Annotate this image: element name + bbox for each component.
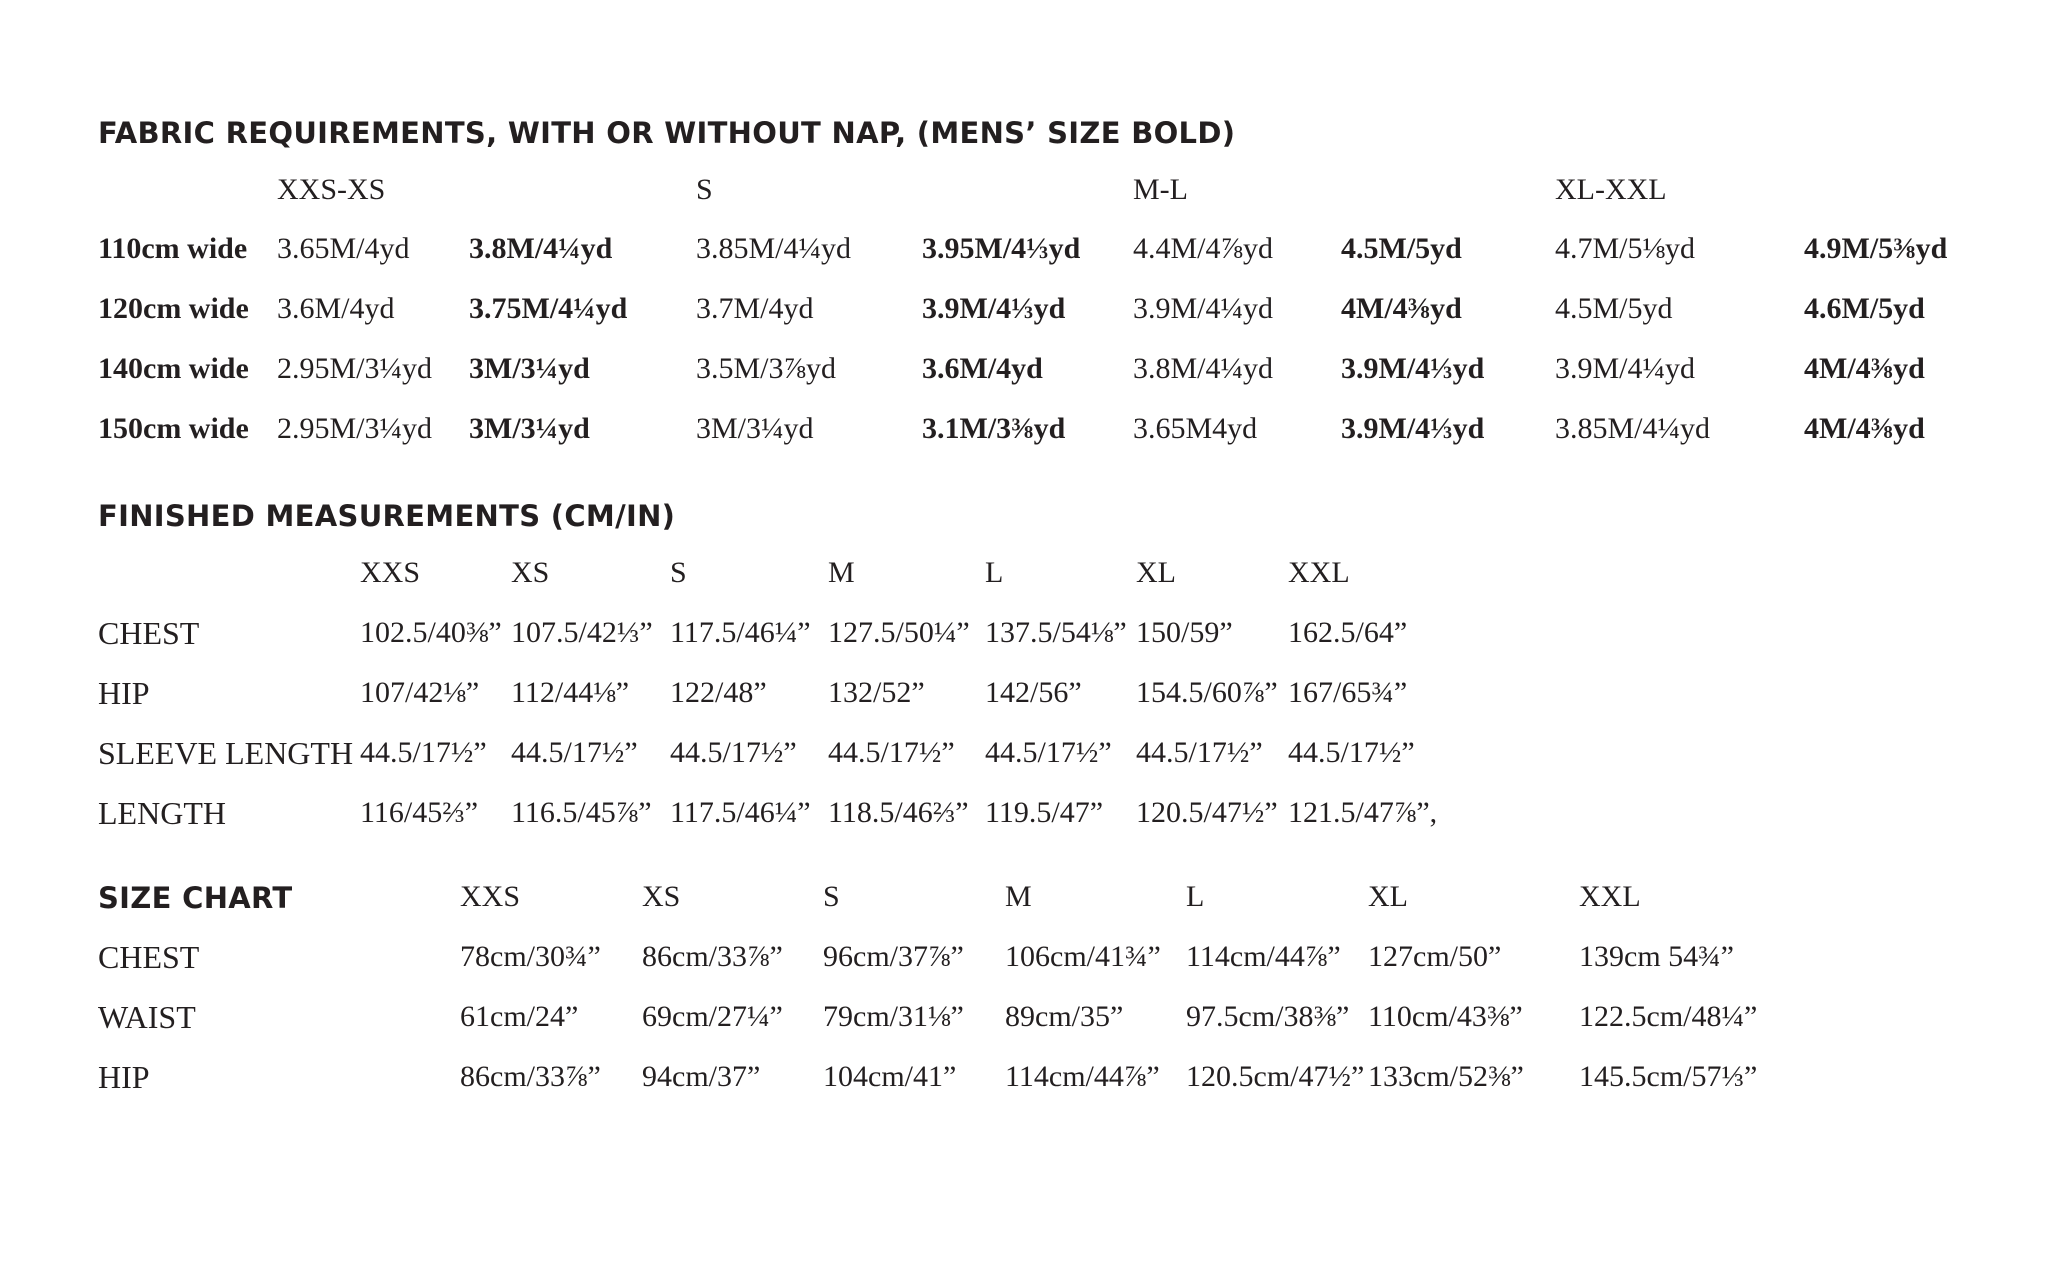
finished-value: 44.5/17½” xyxy=(511,736,638,769)
finished-value: 142/56” xyxy=(985,676,1082,709)
fabric-womens-value: 3.85M/4¼yd xyxy=(696,232,852,265)
finished-size-header: XXL xyxy=(1288,556,1350,589)
fabric-womens-value: 3.9M/4¼yd xyxy=(1133,292,1274,325)
fabric-mens-value: 3.9M/4⅓yd xyxy=(1341,352,1485,385)
finished-value: 167/65¾” xyxy=(1288,676,1408,709)
fabric-size-group-header: S xyxy=(696,173,713,206)
fabric-mens-value: 4M/4⅜yd xyxy=(1804,412,1925,445)
fabric-womens-value: 2.95M/3¼yd xyxy=(277,412,433,445)
finished-value: 44.5/17½” xyxy=(1288,736,1415,769)
finished-size-header: L xyxy=(985,556,1004,589)
fabric-womens-value: 3.9M/4¼yd xyxy=(1555,352,1696,385)
finished-value: 118.5/46⅔” xyxy=(828,796,969,829)
finished-size-header: XXS xyxy=(360,556,421,589)
finished-value: 154.5/60⅞” xyxy=(1136,676,1278,709)
size-chart-value: 86cm/33⅞” xyxy=(460,1060,601,1093)
fabric-womens-value: 4.4M/4⅞yd xyxy=(1133,232,1274,265)
fabric-mens-value: 4M/4⅜yd xyxy=(1804,352,1925,385)
finished-value: 137.5/54⅛” xyxy=(985,616,1127,649)
size-chart-size-header: XS xyxy=(642,880,681,913)
fabric-size-group-header: XXS-XS xyxy=(277,173,386,206)
size-chart-heading: SIZE CHART xyxy=(98,881,293,915)
fabric-womens-value: 3.85M/4¼yd xyxy=(1555,412,1711,445)
size-chart-size-header: XXL xyxy=(1579,880,1641,913)
fabric-mens-value: 3.95M/4⅓yd xyxy=(922,232,1081,265)
size-chart-value: 114cm/44⅞” xyxy=(1005,1060,1160,1093)
size-chart-value: 133cm/52⅜” xyxy=(1368,1060,1524,1093)
fabric-womens-value: 3.65M4yd xyxy=(1133,412,1258,445)
size-chart-value: 114cm/44⅞” xyxy=(1186,940,1341,973)
finished-row-label: CHEST xyxy=(98,615,200,651)
fabric-mens-value: 3.9M/4⅓yd xyxy=(1341,412,1485,445)
fabric-mens-value: 3.75M/4¼yd xyxy=(469,292,628,325)
fabric-mens-value: 4.5M/5yd xyxy=(1341,232,1462,265)
fabric-womens-value: 3.7M/4yd xyxy=(696,292,814,325)
fabric-mens-value: 4M/4⅜yd xyxy=(1341,292,1462,325)
fabric-mens-value: 3.6M/4yd xyxy=(922,352,1043,385)
size-chart-value: 78cm/30¾” xyxy=(460,940,601,973)
size-chart-value: 89cm/35” xyxy=(1005,1000,1124,1033)
finished-value: 121.5/47⅞”, xyxy=(1288,796,1438,829)
fabric-mens-value: 3.9M/4⅓yd xyxy=(922,292,1066,325)
finished-value: 44.5/17½” xyxy=(828,736,955,769)
fabric-mens-value: 3M/3¼yd xyxy=(469,412,590,445)
size-chart-value: 94cm/37” xyxy=(642,1060,761,1093)
fabric-womens-value: 3.8M/4¼yd xyxy=(1133,352,1274,385)
size-chart-size-header: XXS xyxy=(460,880,521,913)
fabric-womens-value: 4.7M/5⅛yd xyxy=(1555,232,1696,265)
finished-row-label: LENGTH xyxy=(98,795,226,831)
size-chart-size-header: XL xyxy=(1368,880,1408,913)
finished-value: 122/48” xyxy=(670,676,767,709)
fabric-size-group-header: XL-XXL xyxy=(1555,173,1667,206)
finished-measurements-heading: FINISHED MEASUREMENTS (CM/IN) xyxy=(98,499,676,533)
fabric-row-label: 120cm wide xyxy=(98,292,249,325)
finished-value: 119.5/47” xyxy=(985,796,1104,829)
finished-size-header: M xyxy=(828,556,855,589)
fabric-mens-value: 3.1M/3⅜yd xyxy=(922,412,1066,445)
fabric-mens-value: 4.9M/5⅜yd xyxy=(1804,232,1948,265)
finished-value: 44.5/17½” xyxy=(360,736,487,769)
finished-value: 116/45⅔” xyxy=(360,796,479,829)
size-chart-value: 86cm/33⅞” xyxy=(642,940,783,973)
size-chart-row-label: HIP xyxy=(98,1059,150,1095)
finished-value: 112/44⅛” xyxy=(511,676,630,709)
size-chart-value: 97.5cm/38⅜” xyxy=(1186,1000,1350,1033)
finished-value: 127.5/50¼” xyxy=(828,616,970,649)
finished-size-header: XS xyxy=(511,556,550,589)
size-chart-value: 79cm/31⅛” xyxy=(823,1000,964,1033)
size-chart-value: 122.5cm/48¼” xyxy=(1579,1000,1758,1033)
fabric-row-label: 140cm wide xyxy=(98,352,249,385)
fabric-womens-value: 2.95M/3¼yd xyxy=(277,352,433,385)
fabric-row-label: 110cm wide xyxy=(98,232,248,265)
finished-value: 44.5/17½” xyxy=(985,736,1112,769)
fabric-womens-value: 3.65M/4yd xyxy=(277,232,410,265)
size-chart-row-label: WAIST xyxy=(98,999,196,1035)
size-chart-size-header: S xyxy=(823,880,840,913)
fabric-womens-value: 4.5M/5yd xyxy=(1555,292,1673,325)
finished-value: 117.5/46¼” xyxy=(670,616,811,649)
finished-row-label: SLEEVE LENGTH xyxy=(98,735,354,771)
size-chart-value: 69cm/27¼” xyxy=(642,1000,783,1033)
finished-value: 132/52” xyxy=(828,676,925,709)
finished-value: 117.5/46¼” xyxy=(670,796,811,829)
fabric-womens-value: 3.6M/4yd xyxy=(277,292,395,325)
finished-value: 116.5/45⅞” xyxy=(511,796,652,829)
finished-row-label: HIP xyxy=(98,675,150,711)
finished-value: 120.5/47½” xyxy=(1136,796,1278,829)
fabric-size-group-header: M-L xyxy=(1133,173,1188,206)
finished-value: 107.5/42⅓” xyxy=(511,616,653,649)
fabric-requirements-heading: FABRIC REQUIREMENTS, WITH OR WITHOUT NAP, (MENS’ SIZE BOLD) xyxy=(98,116,1236,150)
finished-value: 107/42⅛” xyxy=(360,676,480,709)
size-chart-value: 104cm/41” xyxy=(823,1060,957,1093)
fabric-mens-value: 3.8M/4¼yd xyxy=(469,232,613,265)
finished-size-header: XL xyxy=(1136,556,1176,589)
fabric-womens-value: 3.5M/3⅞yd xyxy=(696,352,837,385)
size-chart-value: 145.5cm/57⅓” xyxy=(1579,1060,1758,1093)
fabric-mens-value: 4.6M/5yd xyxy=(1804,292,1925,325)
fabric-mens-value: 3M/3¼yd xyxy=(469,352,590,385)
size-chart-value: 127cm/50” xyxy=(1368,940,1502,973)
finished-value: 162.5/64” xyxy=(1288,616,1408,649)
size-chart-value: 110cm/43⅜” xyxy=(1368,1000,1523,1033)
finished-value: 44.5/17½” xyxy=(1136,736,1263,769)
size-chart-value: 139cm 54¾” xyxy=(1579,940,1734,973)
size-chart-size-header: L xyxy=(1186,880,1205,913)
finished-value: 150/59” xyxy=(1136,616,1233,649)
finished-value: 102.5/40⅜” xyxy=(360,616,502,649)
size-chart-value: 120.5cm/47½” xyxy=(1186,1060,1365,1093)
size-chart-value: 106cm/41¾” xyxy=(1005,940,1161,973)
size-chart-value: 96cm/37⅞” xyxy=(823,940,964,973)
size-chart-row-label: CHEST xyxy=(98,939,200,975)
fabric-womens-value: 3M/3¼yd xyxy=(696,412,814,445)
finished-value: 44.5/17½” xyxy=(670,736,797,769)
finished-size-header: S xyxy=(670,556,687,589)
size-chart-value: 61cm/24” xyxy=(460,1000,579,1033)
fabric-row-label: 150cm wide xyxy=(98,412,249,445)
size-chart-size-header: M xyxy=(1005,880,1032,913)
